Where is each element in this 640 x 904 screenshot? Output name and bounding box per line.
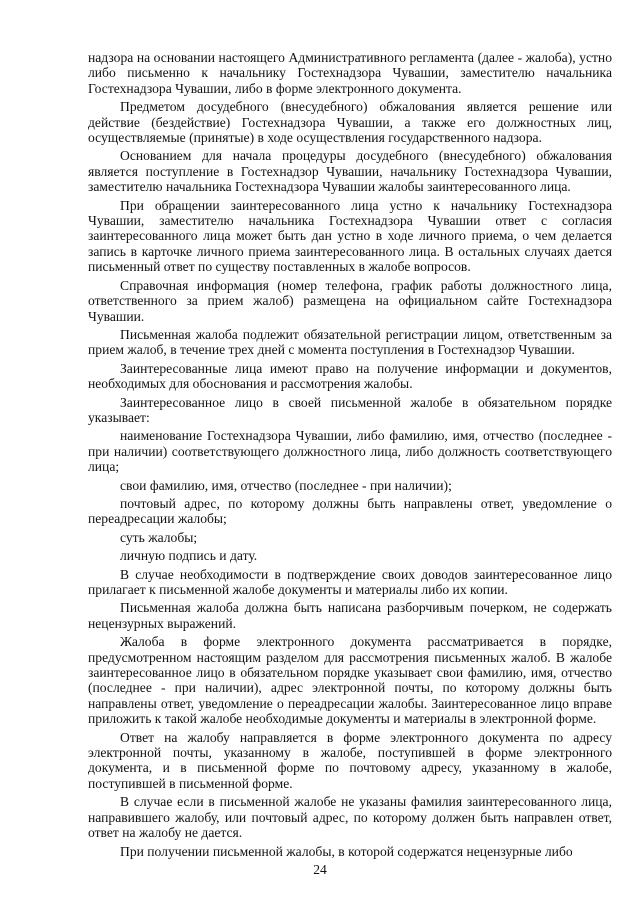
paragraph-no-response: В случае если в письменной жалобе не указаны фамилия заинтересованного лица, направившего жалобу, или почтовый адрес, по которому должен быть направлен ответ, ответ на жалобу не дается. <box>88 794 612 841</box>
paragraph-obscene-complaint: При получении письменной жалобы, в которой содержатся нецензурные либо <box>120 843 573 859</box>
paragraph-response-delivery: Ответ на жалобу направляется в форме электронного документа по адресу электронной почты, указанному в жалобе, поступившей в форме электронного документа, и в письменной форме по почтовому адресу, указанному в жалобе, поступившей в письменной форме. <box>88 729 612 791</box>
document-body <box>88 50 612 862</box>
paragraph-legibility: Письменная жалоба должна быть написана разборчивым почерком, не содержать нецензурных выражений. <box>88 600 612 631</box>
list-item-postal-address: почтовый адрес, по которому должны быть направлены ответ, уведомление о переадресации жалобы; <box>88 495 612 527</box>
paragraph-intro-continuation: надзора на основании настоящего Административного регламента (далее - жалоба), устно либо письменно к начальнику Гостехнадзора Чувашии, заместителю начальника Гостехнадзора Чувашии, либо в форме электронного документа. <box>88 50 612 96</box>
list-item-authority-name: наименование Гостехнадзора Чувашии, либо фамилию, имя, отчество (последнее - при наличии) соответствующего должностного лица, либо должность соответствующего лица; <box>88 428 612 475</box>
list-item-signature-date: личную подпись и дату. <box>120 548 258 564</box>
paragraph-subject-of-appeal: Предметом досудебного (внесудебного) обжалования является решение или действие (бездействие) Гостехнадзора Чувашии, а также его должностных лиц, осуществляемые (принятые) в ходе осуществления государственного надзора. <box>88 99 612 146</box>
paragraph-grounds-for-appeal: Основанием для начала процедуры досудебного (внесудебного) обжалования является поступление в Гостехнадзор Чувашии, начальнику Гостехнадзора Чувашии, заместителю начальника Гостехнадзора Чувашии жалобы заинтересованного лица. <box>88 148 612 195</box>
paragraph-registration: Письменная жалоба подлежит обязательной регистрации лицом, ответственным за прием жалоб, в течение трех дней с момента поступления в Гостехнадзор Чувашии. <box>88 326 612 358</box>
paragraph-oral-appeal: При обращении заинтересованного лица устно к начальнику Гостехнадзора Чувашии, заместителю начальника Гостехнадзора Чувашии ответ с согласия заинтересованного лица может быть дан устно в ходе личного приема, о чем делается запись в карточке личного приема заинтересованного лица. В остальных случаях дается письменный ответ по существу поставленных в жалобе вопросов. <box>88 197 612 275</box>
paragraph-electronic-complaint: Жалоба в форме электронного документа рассматривается в порядке, предусмотренном настоящим разделом для рассмотрения письменных жалоб. В жалобе заинтересованное лицо в обязательном порядке указывает свои фамилию, имя, отчество (последнее - при наличии), адрес электронной почты, по которому должны быть направлены ответ, уведомление о переадресации жалобы. Заинтересованное лицо вправе приложить к такой жалобе необходимые документы и материалы в электронной форме. <box>88 634 612 727</box>
paragraph-attachments: В случае необходимости в подтверждение своих доводов заинтересованное лицо прилагает к письменной жалобе документы и материалы либо их копии. <box>88 566 612 597</box>
list-item-full-name: свои фамилию, имя, отчество (последнее - при наличии); <box>120 477 452 493</box>
page-number: 24 <box>313 862 327 877</box>
paragraph-reference-info: Справочная информация (номер телефона, график работы должностного лица, ответственного за прием жалоб) размещена на официальном сайте Гостехнадзора Чувашии. <box>88 277 612 324</box>
list-item-complaint-essence: суть жалобы; <box>120 529 198 545</box>
paragraph-right-to-information: Заинтересованные лица имеют право на получение информации и документов, необходимых для обоснования и рассмотрения жалобы. <box>88 360 612 392</box>
paragraph-complaint-contents: Заинтересованное лицо в своей письменной жалобе в обязательном порядке указывает: <box>88 394 612 425</box>
